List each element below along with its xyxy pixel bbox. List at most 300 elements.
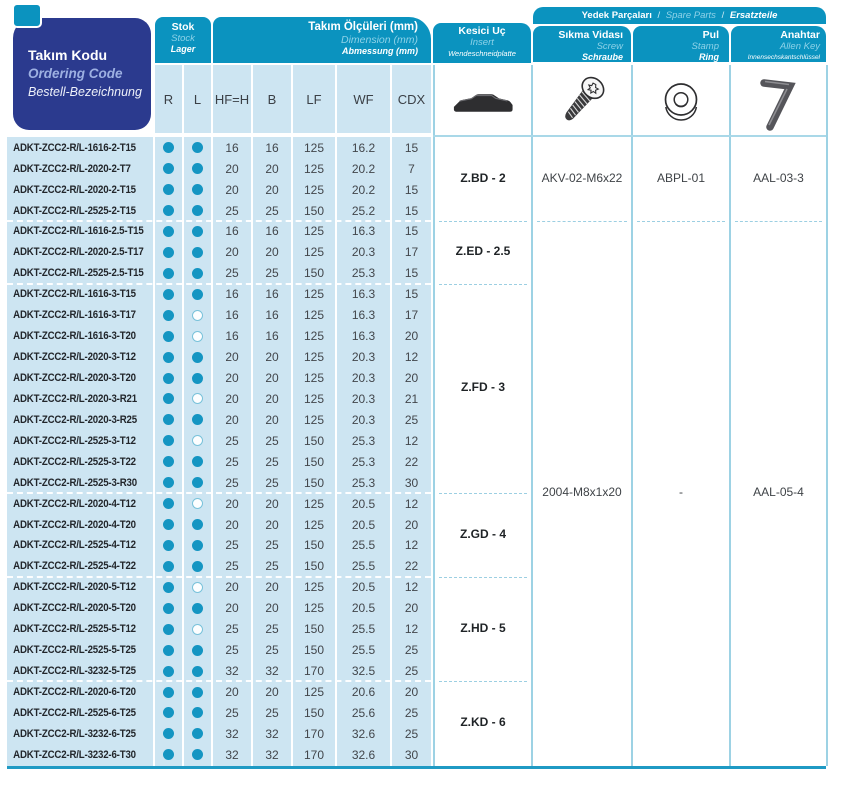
wf-cell: 25.3	[337, 430, 390, 452]
cdx-cell: 22	[392, 451, 431, 473]
b-cell: 20	[253, 158, 291, 180]
wf-cell: 32.5	[337, 660, 390, 682]
group-separator	[7, 283, 431, 285]
ordering-code-cell	[7, 660, 153, 682]
ordering-code-text: ADKT-ZCC2-R/L-2525-3-R30	[13, 476, 137, 489]
stock-header	[155, 17, 211, 63]
stock-cell-l	[184, 409, 211, 431]
ordering-code-text: ADKT-ZCC2-R/L-2020-2-T7	[13, 162, 131, 175]
stock-dot-r-filled	[163, 561, 174, 572]
hf-cell: 25	[213, 430, 251, 452]
ordering-code-cell	[7, 409, 153, 431]
ring-header	[633, 26, 729, 62]
hf-cell: 25	[213, 556, 251, 578]
table-row	[0, 137, 846, 158]
b-cell: 20	[253, 681, 291, 703]
ordering-code-cell	[7, 618, 153, 640]
stock-dot-r-filled	[163, 749, 174, 760]
b-cell: 25	[253, 430, 291, 452]
column-header-r: R	[155, 65, 182, 133]
stock-dot-r-filled	[163, 624, 174, 635]
ordering-code-text: ADKT-ZCC2-R/L-2020-5-T12	[13, 581, 136, 594]
wf-cell: 16.3	[337, 325, 390, 347]
allen-key-code-label: AAL-03-3	[753, 170, 804, 185]
lf-cell: 125	[293, 388, 335, 410]
hf-cell: 25	[213, 639, 251, 661]
b-cell: 32	[253, 723, 291, 745]
lf-cell: 125	[293, 367, 335, 389]
wf-cell: 20.3	[337, 388, 390, 410]
stock-cell-l	[184, 430, 211, 452]
wf-cell: 25.2	[337, 200, 390, 222]
cdx-cell: 12	[392, 493, 431, 515]
stock-cell-l	[184, 493, 211, 515]
stock-cell-r	[155, 325, 182, 347]
b-cell: 25	[253, 472, 291, 494]
stock-dot-r-filled	[163, 393, 174, 404]
ordering-code-text: ADKT-ZCC2-R/L-2020-4-T12	[13, 497, 136, 510]
insert-group-separator	[439, 681, 527, 682]
lf-cell: 125	[293, 179, 335, 201]
stock-cell-r	[155, 472, 182, 494]
b-cell: 20	[253, 367, 291, 389]
wf-cell: 32.6	[337, 723, 390, 745]
table-row	[0, 430, 846, 451]
ordering-code-text: ADKT-ZCC2-R/L-2525-3-T22	[13, 455, 136, 468]
stock-cell-r	[155, 639, 182, 661]
stock-cell-r	[155, 681, 182, 703]
lf-cell: 150	[293, 535, 335, 557]
stock-dot-r-filled	[163, 226, 174, 237]
b-cell: 20	[253, 388, 291, 410]
stock-dot-r-filled	[163, 456, 174, 467]
ordering-code-text: ADKT-ZCC2-R/L-1616-3-T20	[13, 330, 136, 343]
stock-dot-r-filled	[163, 414, 174, 425]
cdx-cell: 25	[392, 639, 431, 661]
separator: /	[721, 10, 725, 21]
table-row	[0, 556, 846, 577]
stock-cell-r	[155, 263, 182, 285]
ordering-code-text: ADKT-ZCC2-R/L-2020-3-R25	[13, 413, 137, 426]
stock-dot-r-filled	[163, 331, 174, 342]
b-cell: 16	[253, 221, 291, 243]
table-row	[0, 681, 846, 702]
stock-dot-l-filled	[192, 373, 203, 384]
ordering-code-cell	[7, 367, 153, 389]
hf-cell: 25	[213, 472, 251, 494]
lf-cell: 150	[293, 639, 335, 661]
stock-cell-l	[184, 556, 211, 578]
dimensions-title-en: Dimension (mm)	[340, 34, 418, 46]
insert-title-de: Wendeschneidplatte	[448, 49, 516, 58]
ordering-code-cell	[7, 493, 153, 515]
hf-cell: 20	[213, 388, 251, 410]
spare-parts-title-tr: Yedek Parçaları	[581, 10, 652, 21]
stock-dot-r-filled	[163, 310, 174, 321]
stock-cell-l	[184, 723, 211, 745]
ring-code-label: -	[679, 484, 683, 499]
cdx-cell: 20	[392, 367, 431, 389]
lf-cell: 150	[293, 263, 335, 285]
hf-cell: 25	[213, 702, 251, 724]
table-bottom-border	[7, 766, 826, 769]
stock-dot-l-filled	[192, 519, 203, 530]
ordering-code-cell	[7, 430, 153, 452]
ordering-code-cell	[7, 325, 153, 347]
dimensions-title-tr: Takım Ölçüleri (mm)	[308, 21, 418, 33]
stock-cell-r	[155, 744, 182, 766]
ring-code-label: ABPL-01	[656, 170, 706, 185]
hf-cell: 20	[213, 346, 251, 368]
table-row	[0, 284, 846, 305]
insert-group-separator	[439, 493, 527, 494]
screw-title-en: Screw	[596, 41, 623, 52]
insert-group-separator	[439, 577, 527, 578]
stock-cell-l	[184, 744, 211, 766]
insert-code-label: Z.GD - 4	[459, 526, 506, 541]
b-cell: 32	[253, 744, 291, 766]
allen-key-icon	[731, 73, 826, 131]
table-row	[0, 242, 846, 263]
allen-key-code-label: AAL-05-4	[753, 484, 804, 499]
stock-cell-r	[155, 242, 182, 264]
stock-cell-r	[155, 304, 182, 326]
stock-dot-l-open	[192, 624, 203, 635]
stock-cell-l	[184, 200, 211, 222]
b-cell: 25	[253, 263, 291, 285]
cdx-cell: 17	[392, 304, 431, 326]
ordering-code-cell	[7, 451, 153, 473]
table-row	[0, 200, 846, 221]
lf-cell: 125	[293, 514, 335, 536]
b-cell: 16	[253, 137, 291, 159]
table-row	[0, 577, 846, 598]
cdx-cell: 25	[392, 409, 431, 431]
hf-cell: 32	[213, 723, 251, 745]
stock-dot-r-filled	[163, 142, 174, 153]
ordering-code-text: ADKT-ZCC2-R/L-2020-2.5-T17	[13, 246, 144, 259]
stock-cell-r	[155, 200, 182, 222]
stock-cell-l	[184, 221, 211, 243]
hf-cell: 16	[213, 284, 251, 306]
table-row	[0, 639, 846, 660]
stock-dot-r-filled	[163, 603, 174, 614]
b-cell: 25	[253, 535, 291, 557]
stock-dot-l-filled	[192, 226, 203, 237]
group-separator	[7, 576, 431, 578]
cdx-cell: 12	[392, 618, 431, 640]
lf-cell: 150	[293, 556, 335, 578]
stock-dot-r-filled	[163, 519, 174, 530]
ordering-code-text: ADKT-ZCC2-R/L-2020-3-T20	[13, 372, 136, 385]
screw-title-de: Schraube	[581, 52, 623, 62]
wf-cell: 32.6	[337, 744, 390, 766]
ordering-code-text: ADKT-ZCC2-R/L-2525-5-T25	[13, 644, 136, 657]
cdx-cell: 17	[392, 242, 431, 264]
lf-cell: 125	[293, 346, 335, 368]
ordering-code-cell	[7, 346, 153, 368]
column-header-hfh: HF=H	[213, 65, 251, 133]
wf-cell: 25.3	[337, 263, 390, 285]
spare-cell-separator	[637, 221, 725, 222]
ordering-code-cell	[7, 179, 153, 201]
ordering-code-text: ADKT-ZCC2-R/L-2525-4-T12	[13, 539, 136, 552]
stock-dot-l-filled	[192, 268, 203, 279]
insert-code-label: Z.ED - 2.5	[455, 244, 511, 259]
b-cell: 25	[253, 556, 291, 578]
table-row	[0, 723, 846, 744]
hf-cell: 20	[213, 577, 251, 599]
stock-dot-r-filled	[163, 205, 174, 216]
stock-dot-l-filled	[192, 687, 203, 698]
column-header-cdx: CDX	[392, 65, 431, 133]
stock-dot-l-filled	[192, 477, 203, 488]
stock-dot-l-filled	[192, 184, 203, 195]
stock-dot-r-filled	[163, 707, 174, 718]
b-cell: 20	[253, 514, 291, 536]
stock-cell-l	[184, 514, 211, 536]
hf-cell: 20	[213, 409, 251, 431]
table-row	[0, 388, 846, 409]
stock-cell-l	[184, 388, 211, 410]
stock-cell-l	[184, 535, 211, 557]
stock-dot-l-filled	[192, 603, 203, 614]
ordering-code-cell	[7, 556, 153, 578]
screw-icon	[533, 73, 631, 129]
dimensions-title-de: Abmessung (mm)	[341, 46, 418, 56]
insert-code-label: Z.FD - 3	[461, 380, 505, 395]
wf-cell: 25.3	[337, 451, 390, 473]
wf-cell: 16.2	[337, 137, 390, 159]
stock-cell-l	[184, 346, 211, 368]
insert-code-label: Z.BD - 2	[460, 170, 506, 185]
stock-cell-r	[155, 367, 182, 389]
stock-cell-r	[155, 284, 182, 306]
b-cell: 25	[253, 200, 291, 222]
cdx-cell: 25	[392, 702, 431, 724]
ordering-code-text: ADKT-ZCC2-R/L-2525-3-T12	[13, 434, 136, 447]
stock-dot-r-filled	[163, 728, 174, 739]
wf-cell: 25.5	[337, 535, 390, 557]
table-row	[0, 263, 846, 284]
ordering-code-cell	[7, 263, 153, 285]
stock-dot-l-filled	[192, 142, 203, 153]
group-separator	[7, 680, 431, 682]
stock-cell-l	[184, 325, 211, 347]
stock-cell-r	[155, 618, 182, 640]
b-cell: 20	[253, 493, 291, 515]
stock-cell-l	[184, 284, 211, 306]
stock-cell-l	[184, 137, 211, 159]
ordering-code-text: ADKT-ZCC2-R/L-2525-2.5-T15	[13, 267, 144, 280]
column-header-wf: WF	[337, 65, 390, 133]
hf-cell: 20	[213, 493, 251, 515]
b-cell: 20	[253, 409, 291, 431]
table-row	[0, 346, 846, 367]
stock-cell-r	[155, 660, 182, 682]
stock-dot-r-filled	[163, 289, 174, 300]
stock-cell-r	[155, 158, 182, 180]
column-header-b: B	[253, 65, 291, 133]
ordering-code-text: ADKT-ZCC2-R/L-2525-6-T25	[13, 706, 136, 719]
stock-cell-l	[184, 639, 211, 661]
stock-title-de: Lager	[170, 44, 196, 54]
ordering-code-header	[13, 18, 151, 130]
b-cell: 20	[253, 346, 291, 368]
stock-dot-r-filled	[163, 247, 174, 258]
allen-key-title-en: Allen Key	[779, 41, 820, 52]
lf-cell: 125	[293, 304, 335, 326]
dimensions-header	[213, 17, 431, 63]
lf-cell: 150	[293, 472, 335, 494]
lf-cell: 125	[293, 409, 335, 431]
b-cell: 25	[253, 618, 291, 640]
ordering-code-text: ADKT-ZCC2-R/L-2020-3-R21	[13, 392, 137, 405]
stock-dot-l-filled	[192, 561, 203, 572]
hf-cell: 16	[213, 325, 251, 347]
wf-cell: 16.3	[337, 304, 390, 326]
stock-dot-l-open	[192, 435, 203, 446]
insert-title-tr: Kesici Uç	[458, 25, 506, 37]
separator: /	[657, 10, 661, 21]
cdx-cell: 25	[392, 723, 431, 745]
b-cell: 32	[253, 660, 291, 682]
spare-cell-separator	[735, 221, 822, 222]
cdx-cell: 15	[392, 284, 431, 306]
group-separator	[7, 492, 431, 494]
wf-cell: 20.3	[337, 409, 390, 431]
lf-cell: 125	[293, 577, 335, 599]
lf-cell: 125	[293, 493, 335, 515]
wf-cell: 20.5	[337, 514, 390, 536]
table-row	[0, 304, 846, 325]
wf-cell: 16.3	[337, 221, 390, 243]
insert-title-en: Insert	[470, 37, 494, 48]
ordering-code-text: ADKT-ZCC2-R/L-3232-6-T30	[13, 748, 136, 761]
ring-title-tr: Pul	[702, 29, 719, 41]
stock-cell-r	[155, 514, 182, 536]
cdx-cell: 21	[392, 388, 431, 410]
stock-cell-r	[155, 577, 182, 599]
stock-cell-l	[184, 681, 211, 703]
stock-dot-l-filled	[192, 456, 203, 467]
wf-cell: 25.5	[337, 556, 390, 578]
ordering-code-text: ADKT-ZCC2-R/L-2525-5-T12	[13, 623, 136, 636]
ordering-code-cell	[7, 598, 153, 620]
stock-cell-l	[184, 598, 211, 620]
stock-cell-l	[184, 702, 211, 724]
wf-cell: 20.5	[337, 577, 390, 599]
stock-cell-l	[184, 158, 211, 180]
stock-dot-r-filled	[163, 687, 174, 698]
stock-cell-r	[155, 388, 182, 410]
lf-cell: 150	[293, 200, 335, 222]
stock-cell-l	[184, 179, 211, 201]
stock-dot-l-filled	[192, 205, 203, 216]
stock-dot-r-filled	[163, 582, 174, 593]
stock-dot-l-filled	[192, 540, 203, 551]
b-cell: 20	[253, 577, 291, 599]
wf-cell: 20.5	[337, 598, 390, 620]
stock-cell-l	[184, 242, 211, 264]
stock-dot-l-filled	[192, 749, 203, 760]
stock-dot-l-filled	[192, 163, 203, 174]
screw-code-label: AKV-02-M6x22	[541, 170, 623, 185]
stock-dot-r-filled	[163, 666, 174, 677]
stock-cell-r	[155, 493, 182, 515]
hf-cell: 25	[213, 200, 251, 222]
wf-cell: 25.6	[337, 702, 390, 724]
stock-dot-l-open	[192, 393, 203, 404]
b-cell: 16	[253, 284, 291, 306]
hf-cell: 20	[213, 514, 251, 536]
stock-cell-r	[155, 598, 182, 620]
table-row	[0, 744, 846, 765]
ordering-code-cell	[7, 158, 153, 180]
stock-dot-r-filled	[163, 163, 174, 174]
table-row	[0, 514, 846, 535]
hf-cell: 25	[213, 263, 251, 285]
cdx-cell: 20	[392, 325, 431, 347]
hf-cell: 16	[213, 304, 251, 326]
b-cell: 16	[253, 304, 291, 326]
hf-cell: 25	[213, 451, 251, 473]
stock-title-en: Stock	[171, 33, 195, 44]
cdx-cell: 30	[392, 472, 431, 494]
ordering-code-cell	[7, 137, 153, 159]
cdx-cell: 15	[392, 179, 431, 201]
hf-cell: 20	[213, 242, 251, 264]
stock-dot-l-filled	[192, 247, 203, 258]
ordering-code-cell	[7, 535, 153, 557]
spare-parts-band	[533, 7, 826, 24]
stock-dot-l-filled	[192, 289, 203, 300]
lf-cell: 125	[293, 284, 335, 306]
ring-title-en: Stamp	[691, 41, 719, 52]
table-row	[0, 598, 846, 619]
ordering-code-title-en: Ordering Code	[28, 66, 123, 81]
stock-dot-l-filled	[192, 707, 203, 718]
insert-group-separator	[439, 221, 527, 222]
hf-cell: 16	[213, 137, 251, 159]
ring-title-de: Ring	[699, 52, 719, 62]
lf-cell: 150	[293, 702, 335, 724]
stock-cell-r	[155, 723, 182, 745]
wf-cell: 20.6	[337, 681, 390, 703]
insert-code-label: Z.HD - 5	[460, 620, 506, 635]
table-row	[0, 535, 846, 556]
stock-dot-l-filled	[192, 414, 203, 425]
stock-cell-r	[155, 535, 182, 557]
stock-dot-r-filled	[163, 268, 174, 279]
stock-cell-r	[155, 137, 182, 159]
table-row	[0, 221, 846, 242]
lf-cell: 125	[293, 598, 335, 620]
table-row	[0, 367, 846, 388]
ordering-code-cell	[7, 681, 153, 703]
spare-parts-title-en: Spare Parts	[665, 10, 716, 21]
cdx-cell: 15	[392, 221, 431, 243]
table-row	[0, 451, 846, 472]
ordering-code-text: ADKT-ZCC2-R/L-2020-5-T20	[13, 602, 136, 615]
table-row	[0, 660, 846, 681]
corner-chip	[12, 3, 42, 28]
ordering-code-text: ADKT-ZCC2-R/L-3232-6-T25	[13, 727, 136, 740]
b-cell: 20	[253, 598, 291, 620]
lf-cell: 150	[293, 451, 335, 473]
lf-cell: 170	[293, 744, 335, 766]
allen-key-header	[731, 26, 826, 62]
